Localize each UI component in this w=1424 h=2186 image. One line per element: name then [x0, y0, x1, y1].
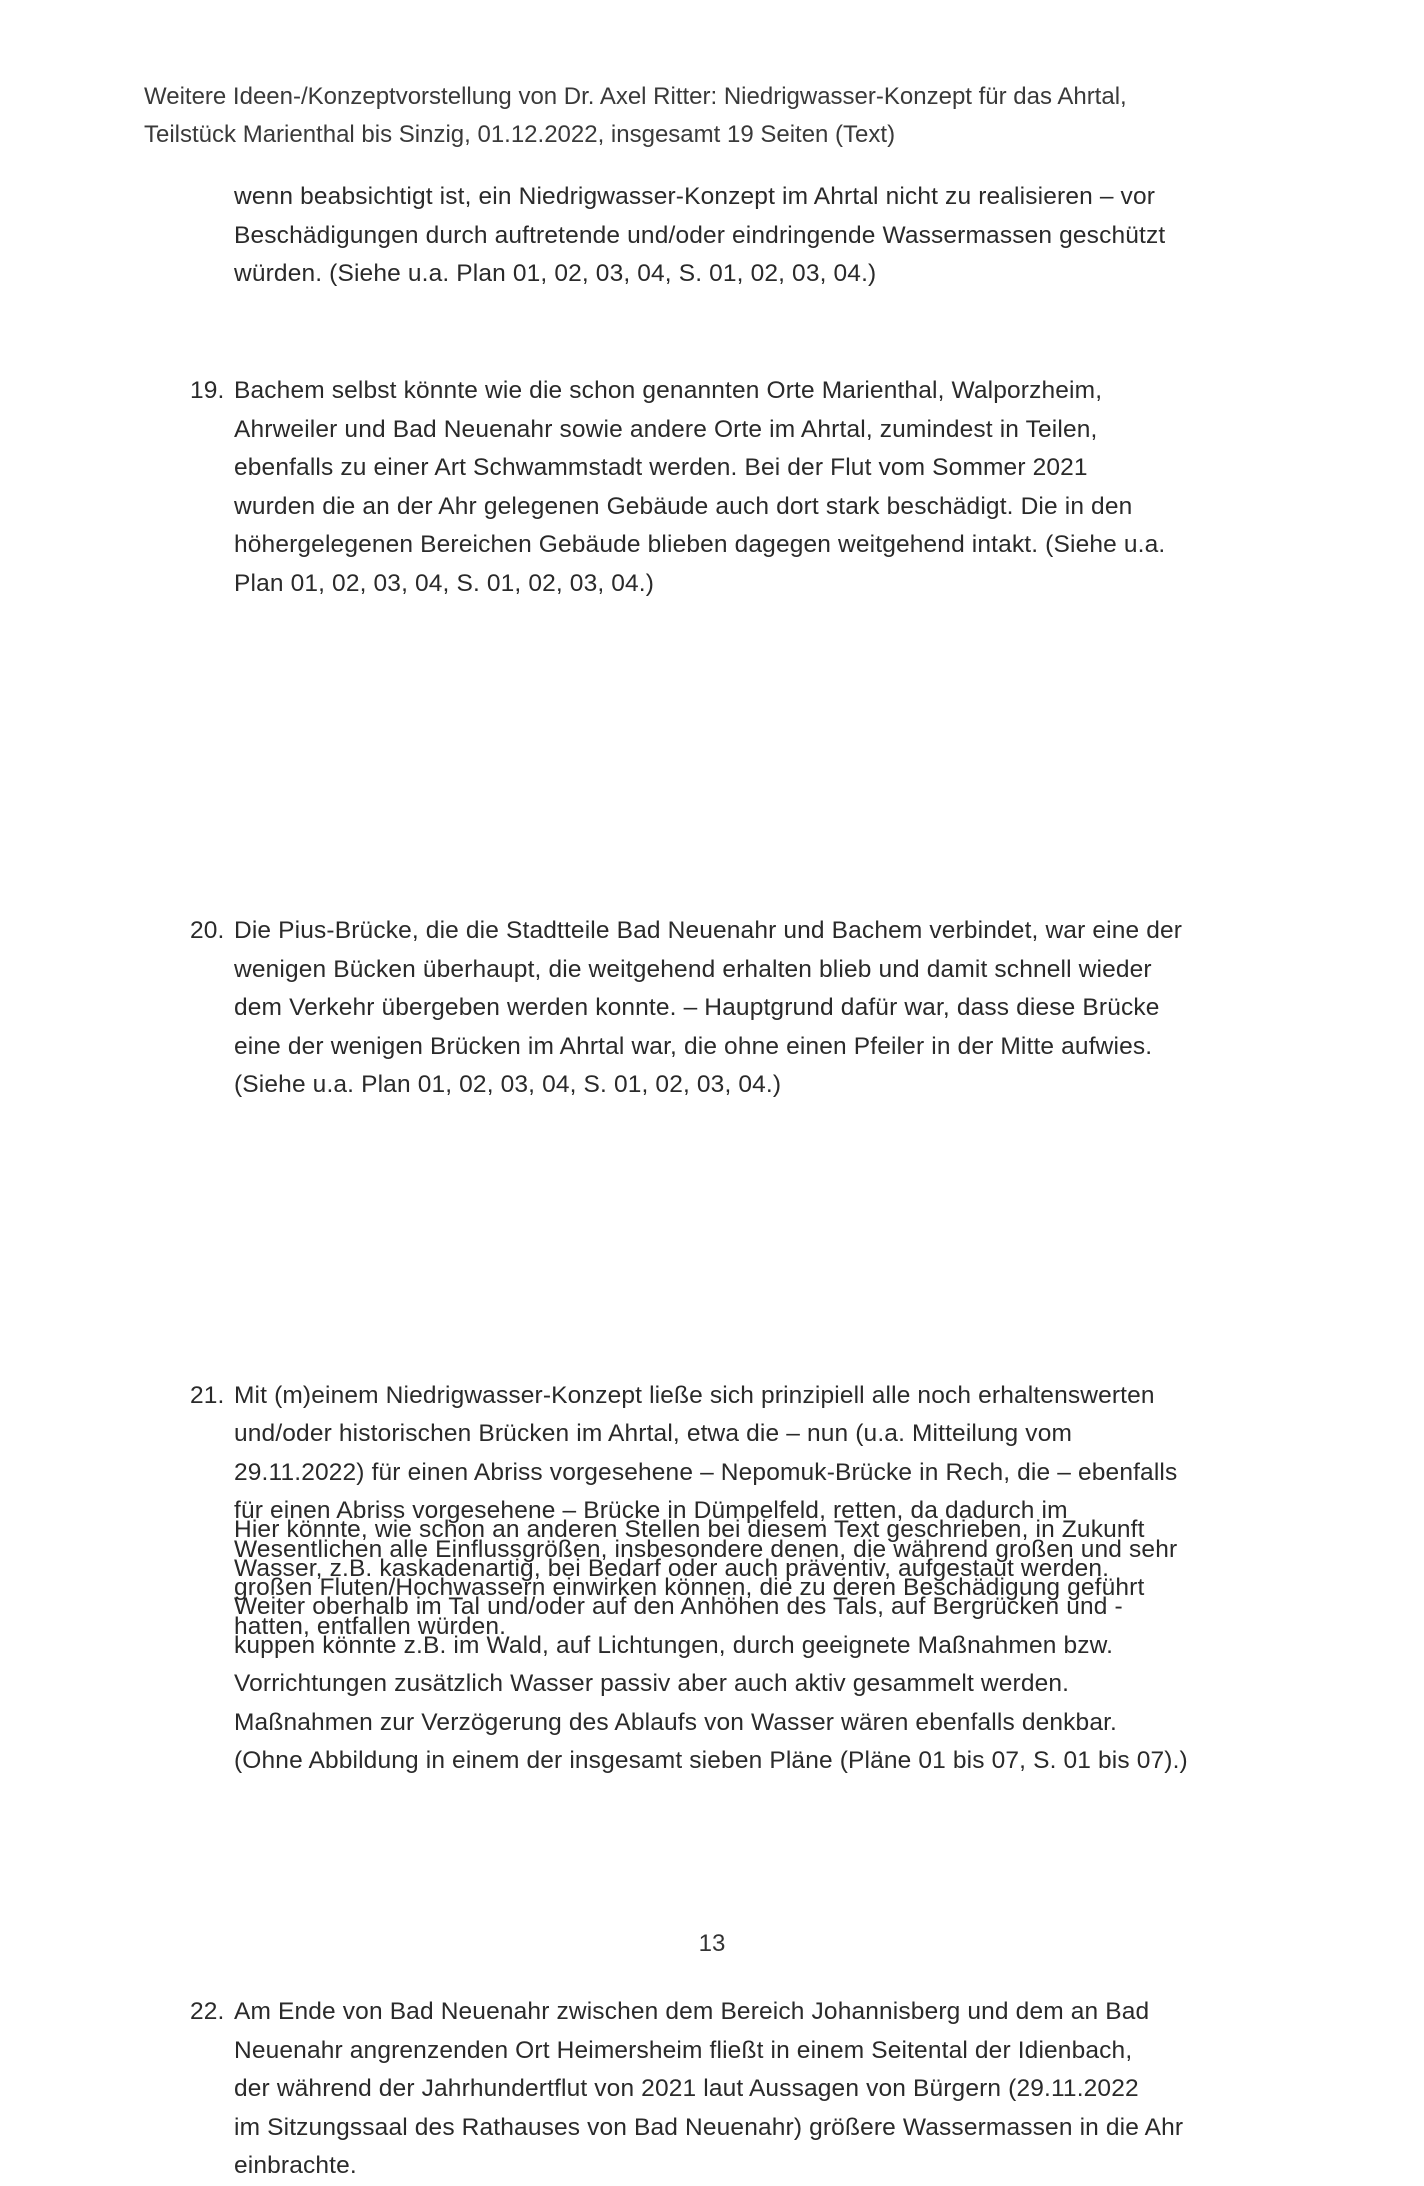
page-number: 13 [698, 1930, 726, 1957]
text-line: der während der Jahrhundertflut von 2021 laut Aussagen von Bürgern (29.11.2022 [234, 2075, 1139, 2102]
text-line: Beschädigungen durch auftretende und/oder eindringende Wassermassen geschützt [234, 221, 1166, 249]
text-line: Plan 01, 02, 03, 04, S. 01, 02, 03, 04.) [234, 569, 655, 597]
text-line: und/oder historischen Brücken im Ahrtal, etwa die – nun (u.a. Mitteilung vom [234, 1420, 1073, 1447]
text-line: für einen Abriss vorgesehene – Brücke in Dümpelfeld, retten, da dadurch im [234, 1497, 1068, 1524]
text-line: Bachem selbst könnte wie die schon genannten Orte Marienthal, Walporzheim, [234, 377, 1103, 404]
item-number: 22. [190, 1998, 225, 2025]
text-line: im Sitzungssaal des Rathauses von Bad Neuenahr) größere Wassermassen in die Ahr [234, 2113, 1184, 2141]
list-item-22-continuation [144, 1511, 1344, 1781]
text-line: großen Fluten/Hochwassern einwirken können, die zu deren Beschädigung geführt [234, 1574, 1145, 1601]
item-number: 21. [190, 1381, 225, 1409]
text-line: Wasser, z.B. kaskadenartig, bei Bedarf oder auch präventiv, aufgestaut werden. [234, 1554, 1110, 1582]
text-line: würden. (Siehe u.a. Plan 01, 02, 03, 04, S. 01, 02, 03, 04.) [234, 260, 877, 287]
text-line: einbrachte. [234, 2152, 357, 2179]
text-line: eine der wenigen Brücken im Ahrtal war, die ohne einen Pfeiler in der Mitte aufwies. [234, 1032, 1153, 1060]
list-item-19 [144, 372, 1344, 603]
text-line: Maßnahmen zur Verzögerung des Ablaufs von Wasser wären ebenfalls denkbar. [234, 1708, 1118, 1736]
text-line: Hier könnte, wie schon an anderen Stellen bei diesem Text geschrieben, in Zukunft [234, 1516, 1145, 1543]
header-line-2: Teilstück Marienthal bis Sinzig, 01.12.2022, insgesamt 19 Seiten (Text) [144, 121, 896, 148]
text-line: Mit (m)einem Niedrigwasser-Konzept ließe sich prinzipiell alle noch erhaltenswerten [234, 1381, 1155, 1409]
item-number: 20. [190, 917, 225, 944]
text-line: 29.11.2022) für einen Abriss vorgesehene – Nepomuk-Brücke in Rech, die – ebenfalls [234, 1458, 1178, 1486]
text-line: Weiter oberhalb im Tal und/oder auf den Anhöhen des Tals, auf Bergrücken und - [234, 1593, 1123, 1620]
item-number: 19. [190, 377, 225, 404]
list-item-20 [144, 912, 1344, 1105]
text-line: wurden die an der Ahr gelegenen Gebäude auch dort stark beschädigt. Die in den [234, 492, 1133, 520]
text-line: kuppen könnte z.B. im Wald, auf Lichtungen, durch geeignete Maßnahmen bzw. [234, 1631, 1114, 1659]
text-line: Vorrichtungen zusätzlich Wasser passiv aber auch aktiv gesammelt werden. [234, 1670, 1070, 1697]
text-line: (Siehe u.a. Plan 01, 02, 03, 04, S. 01, 02, 03, 04.) [234, 1071, 782, 1098]
list-item-22 [144, 1993, 1344, 2186]
page-header [144, 78, 1324, 154]
text-line: Am Ende von Bad Neuenahr zwischen dem Bereich Johannisberg und dem an Bad [234, 1998, 1150, 2025]
text-line: dem Verkehr übergeben werden konnte. – Hauptgrund dafür war, dass diese Brücke [234, 994, 1160, 1021]
text-line: hatten, entfallen würden. [234, 1612, 507, 1640]
continuation-paragraph [144, 178, 1344, 294]
text-line: Ahrweiler und Bad Neuenahr sowie andere Orte im Ahrtal, zumindest in Teilen, [234, 415, 1098, 443]
text-line: Neuenahr angrenzenden Ort Heimersheim fließt in einem Seitental der Idienbach, [234, 2036, 1133, 2064]
text-line: wenigen Bücken überhaupt, die weitgehend erhalten blieb und damit schnell wieder [234, 955, 1152, 983]
text-line: Wesentlichen alle Einflussgrößen, insbesondere denen, die während großen und sehr [234, 1535, 1178, 1563]
text-line: Die Pius-Brücke, die die Stadtteile Bad Neuenahr und Bachem verbindet, war eine der [234, 917, 1183, 944]
text-line: (Ohne Abbildung in einem der insgesamt sieben Pläne (Pläne 01 bis 07, S. 01 bis 07).) [234, 1747, 1188, 1774]
text-line: ebenfalls zu einer Art Schwammstadt werden. Bei der Flut vom Sommer 2021 [234, 454, 1088, 481]
header-line-1: Weitere Ideen-/Konzeptvorstellung von Dr. Axel Ritter: Niedrigwasser-Konzept für das Ahrtal, [144, 83, 1127, 110]
text-line: höhergelegenen Bereichen Gebäude blieben dagegen weitgehend intakt. (Siehe u.a. [234, 531, 1166, 558]
text-line: wenn beabsichtigt ist, ein Niedrigwasser-Konzept im Ahrtal nicht zu realisieren – vor [234, 183, 1156, 210]
